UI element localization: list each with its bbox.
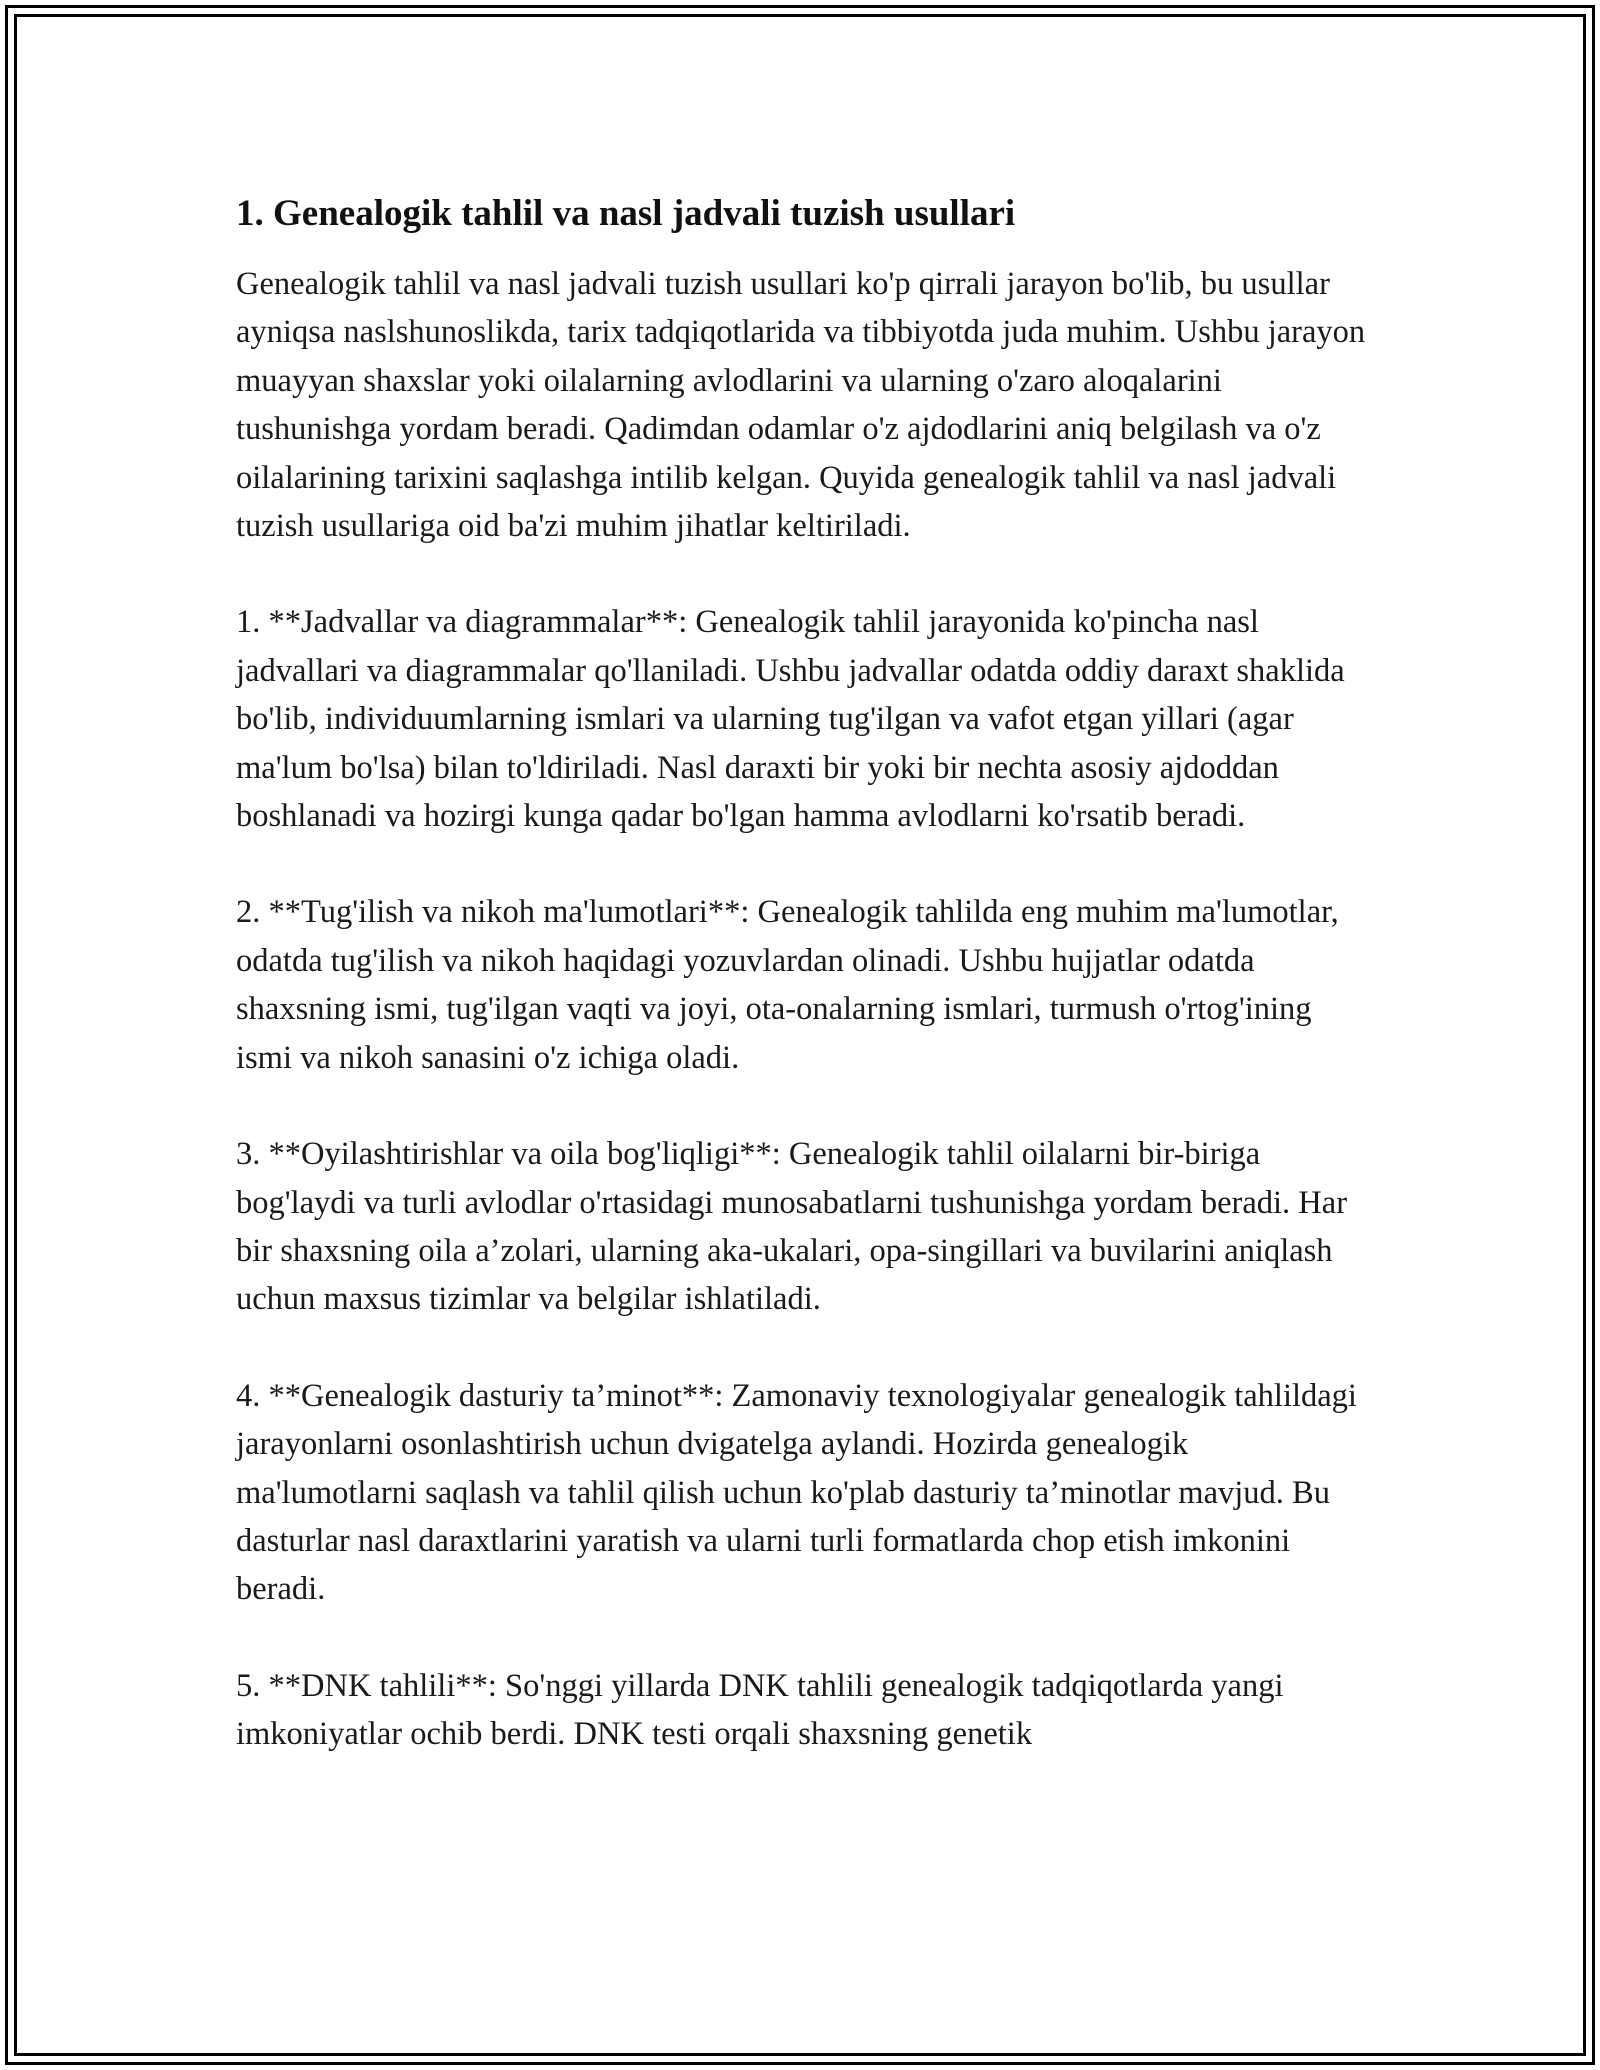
list-item-dnk: 5. **DNK tahlili**: So'nggi yillarda DNK tahlili genealogik tadqiqotlarda yangi imkoniyatlar ochib berdi. DNK testi orqali shaxsning genetik bbox=[236, 1667, 1284, 1753]
list-item-tugilish: 2. **Tug'ilish va nikoh ma'lumotlari**: Genealogik tahlilda eng muhim ma'lumotlar, odatda tug'ilish va nikoh haqidagi yozuvlardan olinadi. Ushbu hujjatlar odatda shaxsning ismi, tug'ilgan vaqti va joyi, ota-onalarning ismlari, turmush o'rtog'ining ismi va nikoh sanasini o'z ichiga oladi. bbox=[236, 894, 1339, 1076]
list-item-dasturiy: 4. **Genealogik dasturiy ta’minot**: Zamonaviy texnologiyalar genealogik tahlildagi jarayonlarni osonlashtirish uchun dvigatelga aylandi. Hozirda genealogik ma'lumotlarni saqlash va tahlil qilish uchun ko'plab dasturiy ta’minotlar mavjud. Bu dasturlar nasl daraxtlarini yaratish va ularni turli formatlarda chop etish imkonini beradi. bbox=[236, 1377, 1357, 1608]
list-item-jadvallar: 1. **Jadvallar va diagrammalar**: Genealogik tahlil jarayonida ko'pincha nasl jadvallari va diagrammalar qo'llaniladi. Ushbu jadvallar odatda oddiy daraxt shaklida bo'lib, individuumlarning ismlari va ularning tug'ilgan va vafot etgan yillari (agar ma'lum bo'lsa) bilan to'ldiriladi. Nasl daraxti bir yoki bir nechta asosiy ajdoddan boshlanadi va hozirgi kunga qadar bo'lgan hamma avlodlarni ko'rsatib beradi. bbox=[236, 604, 1345, 835]
intro-paragraph: Genealogik tahlil va nasl jadvali tuzish usullari ko'p qirrali jarayon bo'lib, bu usullar ayniqsa naslshunoslikda, tarix tadqiqotlarida va tibbiyotda juda muhim. Ushbu jarayon muayyan shaxslar yoki oilalarning avlodlarini va ularning o'zaro aloqalarini tushunishga yordam beradi. Qadimdan odamlar o'z ajdodlarini aniq belgilash va o'z oilalarining tarixini saqlashga intilib kelgan. Quyida genealogik tahlil va nasl jadvali tuzish usullariga oid ba'zi muhim jihatlar keltiriladi. bbox=[236, 266, 1366, 545]
document-body bbox=[236, 190, 1366, 1759]
list-item-oila: 3. **Oyilashtirishlar va oila bog'liqligi**: Genealogik tahlil oilalarni bir-biriga bog'laydi va turli avlodlar o'rtasidagi munosabatlarni tushunishga yordam beradi. Har bir shaxsning oila a’zolari, ularning aka-ukalari, opa-singillari va buvilarini aniqlash uchun maxsus tizimlar va belgilar ishlatiladi. bbox=[236, 1136, 1348, 1318]
section-heading: 1. Genealogik tahlil va nasl jadvali tuzish usullari bbox=[236, 193, 1016, 234]
